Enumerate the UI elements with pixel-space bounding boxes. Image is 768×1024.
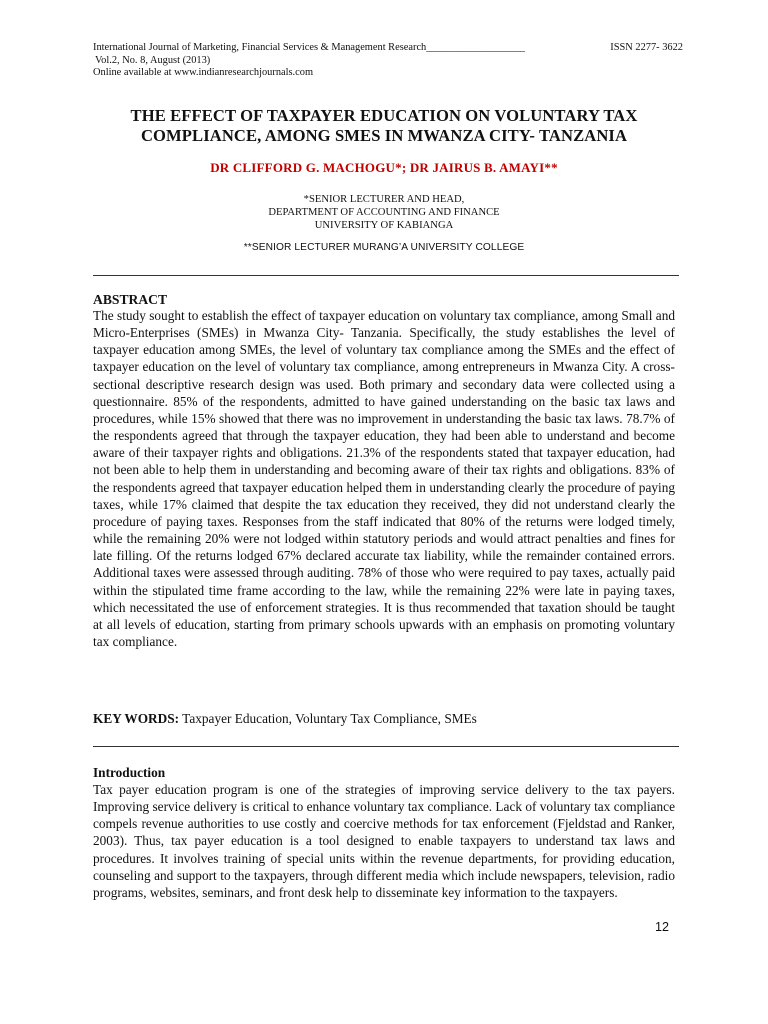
divider-top <box>93 275 679 276</box>
abstract-heading: ABSTRACT <box>93 292 168 307</box>
paper-title <box>93 106 675 146</box>
volume-info: Vol.2, No. 8, August (2013) <box>95 54 211 66</box>
introduction-heading: Introduction <box>93 765 166 780</box>
affiliation-second-author: **SENIOR LECTURER MURANG’A UNIVERSITY COLLEGE <box>243 242 525 253</box>
keywords-label: KEY WORDS: <box>93 711 180 726</box>
authors: DR CLIFFORD G. MACHOGU*; DR JAIRUS B. AMAYI** <box>210 160 558 175</box>
affiliation-line-3: UNIVERSITY OF KABIANGA <box>314 219 454 231</box>
running-header <box>93 42 683 80</box>
keywords-text: Taxpayer Education, Voluntary Tax Compliance, SMEs <box>179 711 477 726</box>
title-line-2: COMPLIANCE, AMONG SMES IN MWANZA CITY- TANZANIA <box>140 126 628 145</box>
divider-bottom <box>93 746 679 747</box>
affiliation <box>93 194 675 232</box>
affiliation-line-2: DEPARTMENT OF ACCOUNTING AND FINANCE <box>268 206 500 218</box>
page-number: 12 <box>655 920 670 934</box>
abstract-body: The study sought to establish the effect of taxpayer education on voluntary tax compliance, among Small and Micro-Enterprises (SMEs) in Mwanza City- Tanzania. Specifically, the study establishes the level of taxpayer education among SMEs, the level of voluntary tax compliance among the SMEs and the effect of taxpayer education on the level of voluntary tax compliance, among entrepreneurs in Mwanza City. A cross-sectional descriptive research design was used. Both primary and secondary data were collected using a questionnaire. 85% of the respondents, admitted to have gained understanding on the basic tax laws and procedures, while 15% showed that there was no improvement in understanding the basic tax laws. 78.7% of the respondents agreed that through the taxpayer education, they had been able to understand and become aware of their taxpayer rights and obligations. 21.3% of the respondents stated that taxpayer education, had not been able to help them in understanding and becoming aware of their tax rights and obligations. 83% of the respondents agreed that taxpayer education helped them in understanding clearly the procedure of paying taxes, while 17% claimed that despite the tax education they received, they did not understand clearly the procedure of paying taxes. Responses from the staff indicated that 80% of the returns were lodged timely, while the remaining 20% were not lodged within statutory periods and would attract penalties and fines for late filling. Of the returns lodged 67% declared accurate tax liability, while the remainder contained errors. Additional taxes were assessed through auditing. 78% of those who were required to pay taxes, actually paid within the stipulated time frame according to the law, while the remaining 22% were late in paying taxes, which necessitated the use of enforcement strategies. It is thus recommended that taxation should be taught at all levels of education, starting from primary schools upwards with an emphasis on promoting voluntary tax compliance. <box>93 308 675 649</box>
title-line-1: THE EFFECT OF TAXPAYER EDUCATION ON VOLUNTARY TAX <box>130 106 638 125</box>
journal-line <box>93 42 683 55</box>
journal-name: International Journal of Marketing, Financial Services & Management Research___________________ <box>93 42 525 53</box>
online-availability: Online available at www.indianresearchjournals.com <box>93 67 314 79</box>
affiliation-line-1: *SENIOR LECTURER AND HEAD, <box>303 194 465 205</box>
issn: ISSN 2277- 3622 <box>610 42 683 53</box>
introduction-body: Tax payer education program is one of the strategies of improving service delivery to the tax payers. Improving service delivery is critical to enhance voluntary tax compliance. Lack of voluntary tax compliance compels revenue authorities to use costly and coercive methods for tax enforcement (Fjeldstad and Ranker, 2003). Thus, tax payer education is a tool designed to enable taxpayers to understand tax laws and procedures. It involves training of special units within the revenue departments, for providing education, counseling and support to the taxpayers, through different media which include newspapers, television, radio programs, websites, seminars, and front desk help to disseminate key information to the taxpayers. <box>93 782 675 900</box>
keywords <box>93 711 675 727</box>
